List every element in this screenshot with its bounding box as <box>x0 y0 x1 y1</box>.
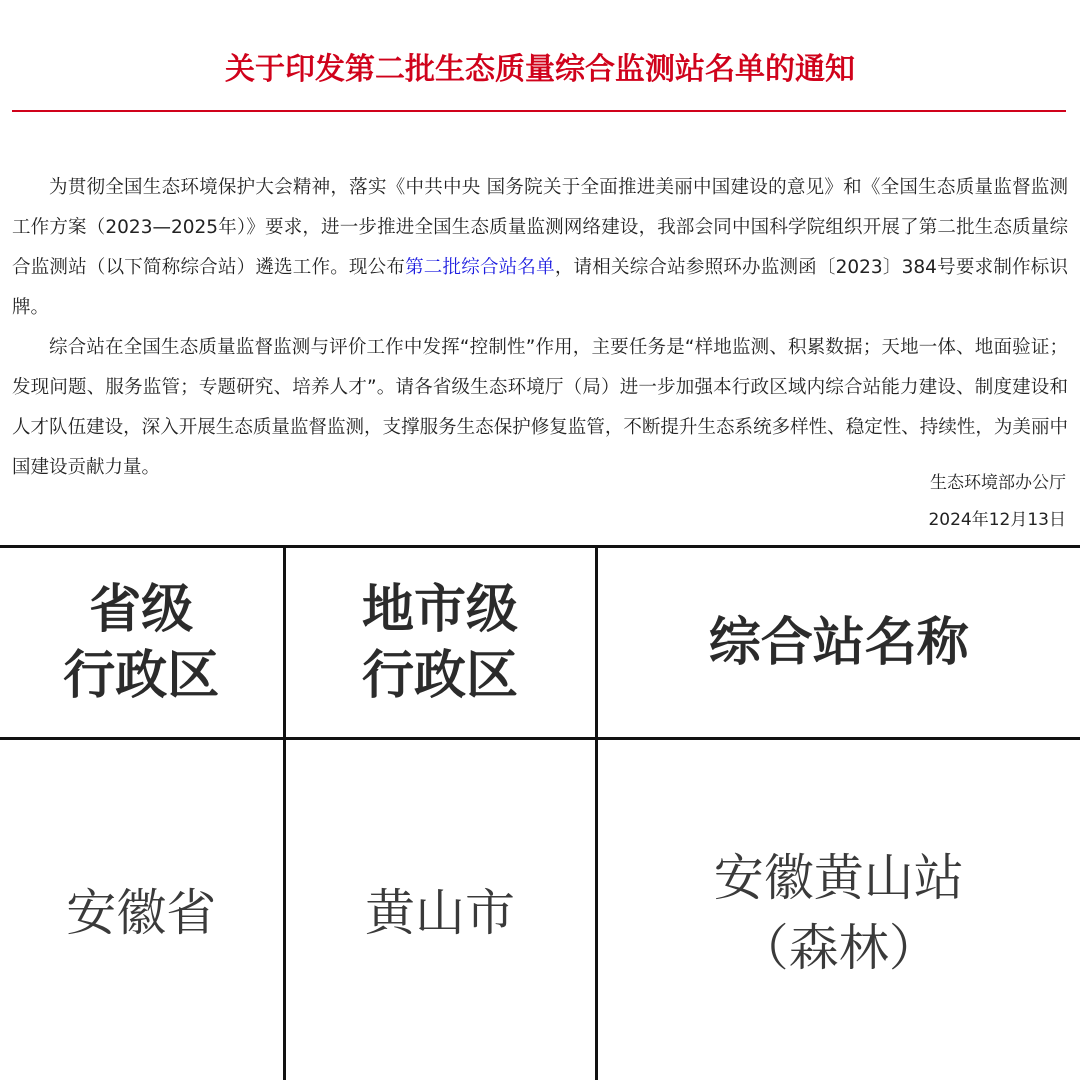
header-station <box>596 547 1080 739</box>
paragraph-1-tail: ，请相关综合站参照环办监测函〔2023〕384号要求制作标识牌。 <box>12 257 1068 318</box>
table-header-row <box>0 547 1080 739</box>
station-table <box>0 545 1080 1080</box>
header-city-line-2: 行政区 <box>361 645 518 706</box>
cell-station <box>596 739 1080 1080</box>
issue-date: 2024年12月13日 <box>928 510 1066 530</box>
header-province <box>0 547 284 739</box>
cell-city: 黄山市 <box>284 739 596 1080</box>
paragraph-1 <box>12 168 1068 328</box>
cell-station-line-2: （森林） <box>738 919 939 978</box>
issuing-office: 生态环境部办公厅 <box>930 473 1066 493</box>
title-divider <box>12 110 1066 112</box>
paragraph-1-text: 为贯彻全国生态环境保护大会精神，落实《中共中央 国务院关于全面推进美丽中国建设的意见》和《全国生态质量监督监测工作方案（2023—2025年）》要求，进一步推进全国生态质量监测网络建设，我部会同中国科学院组织开展了第二批生态质量综合监测站（以下简称综合站）遴选工作。现公布 <box>12 177 1068 278</box>
header-city-line-1: 地市级 <box>361 579 518 640</box>
notice-body <box>12 168 1068 488</box>
paragraph-2: 综合站在全国生态质量监督监测与评价工作中发挥“控制性”作用，主要任务是“样地监测、积累数据；天地一体、地面验证；发现问题、服务监管；专题研究、培养人才”。请各省级生态环境厅（局）进一步加强本行政区域内综合站能力建设、制度建设和人才队伍建设，深入开展生态质量监督监测，支撑服务生态保护修复监管，不断提升生态系统多样性、稳定性、持续性，为美丽中国建设贡献力量。 <box>12 337 1068 478</box>
header-city <box>284 547 596 739</box>
table-row <box>0 739 1080 1080</box>
header-station-line-1: 综合站名称 <box>708 612 969 673</box>
cell-province: 安徽省 <box>0 739 284 1080</box>
cell-station-line-1: 安徽黄山站 <box>713 849 964 908</box>
header-province-line-2: 行政区 <box>63 645 220 706</box>
header-province-line-1: 省级 <box>89 579 194 640</box>
station-list-link[interactable]: 第二批综合站名单 <box>405 257 555 278</box>
page-title: 关于印发第二批生态质量综合监测站名单的通知 <box>225 52 855 87</box>
station-table-frame <box>0 545 1080 1080</box>
